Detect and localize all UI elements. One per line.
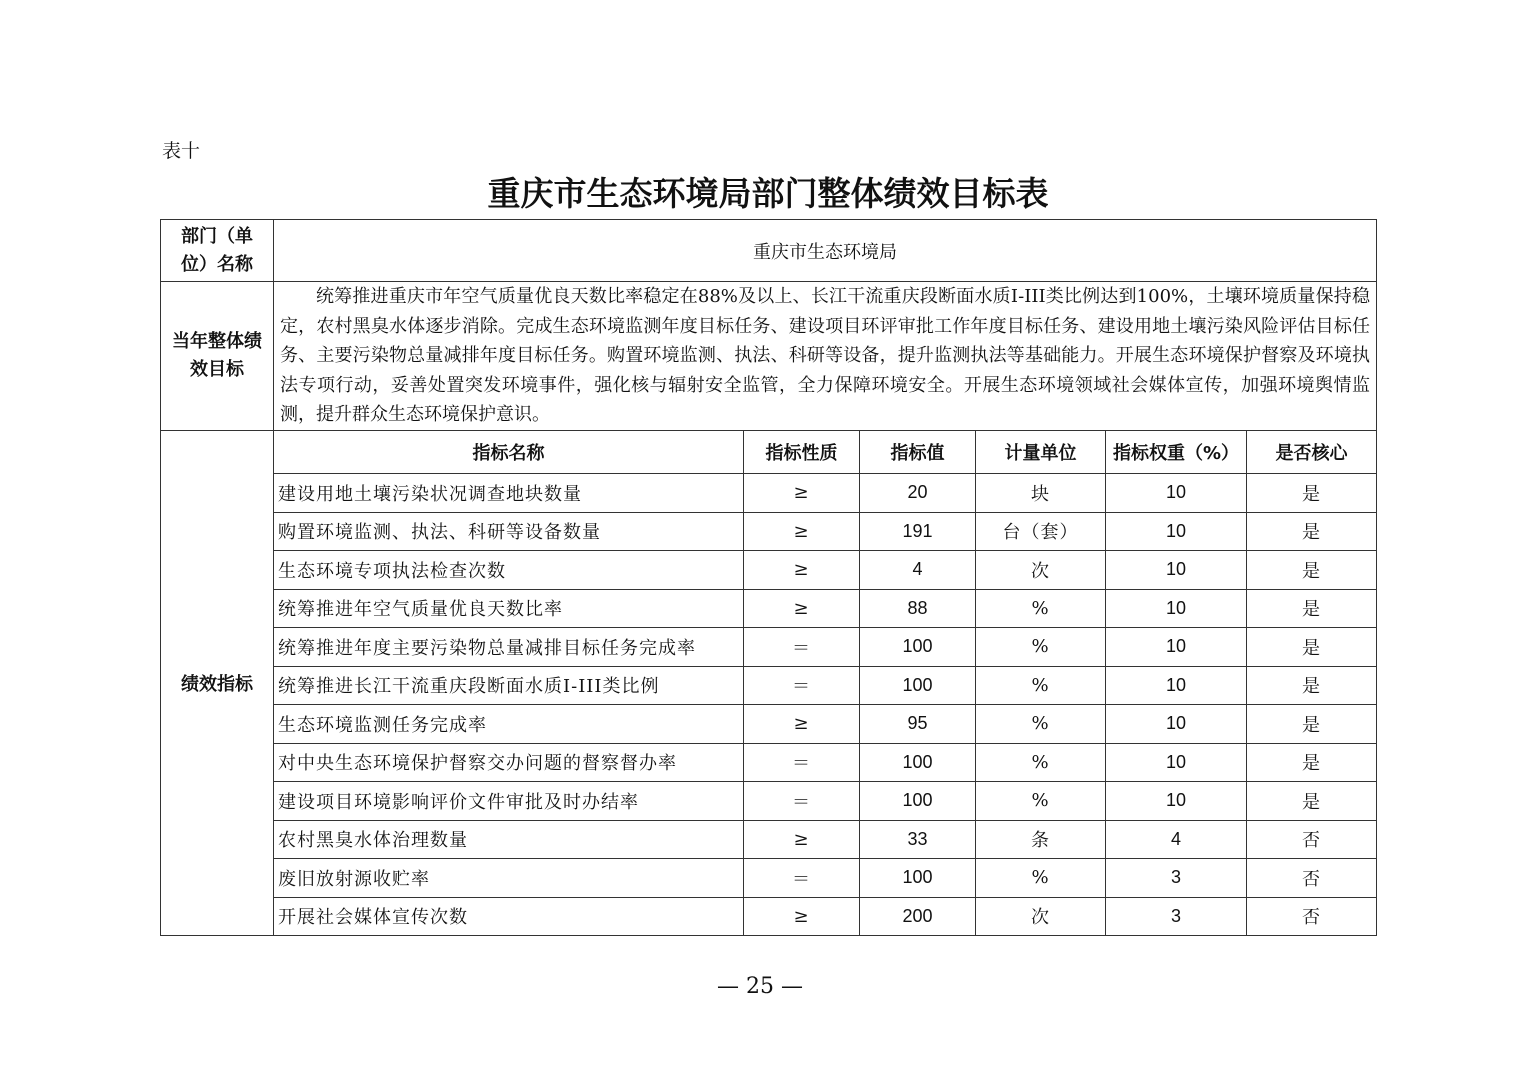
indicator-nature: ≥ xyxy=(744,474,860,513)
indicator-core: 是 xyxy=(1247,666,1377,705)
indicator-core: 是 xyxy=(1247,782,1377,821)
indicator-value: 100 xyxy=(860,666,976,705)
indicator-nature: ＝ xyxy=(744,628,860,667)
indicator-nature: ≥ xyxy=(744,512,860,551)
indicator-core: 是 xyxy=(1247,705,1377,744)
indicator-weight: 3 xyxy=(1106,897,1247,936)
indicator-core: 是 xyxy=(1247,551,1377,590)
indicator-row xyxy=(161,474,1377,513)
indicator-row xyxy=(161,705,1377,744)
indicator-name: 统筹推进年空气质量优良天数比率 xyxy=(274,589,744,628)
page-number: — 25 — xyxy=(717,974,803,999)
indicator-name: 生态环境监测任务完成率 xyxy=(274,705,744,744)
indicator-core: 否 xyxy=(1247,820,1377,859)
indicator-unit: % xyxy=(976,782,1106,821)
indicator-row xyxy=(161,551,1377,590)
indicator-weight: 10 xyxy=(1106,705,1247,744)
indicator-core: 是 xyxy=(1247,589,1377,628)
indicator-header-row xyxy=(161,431,1377,474)
indicator-weight: 3 xyxy=(1106,859,1247,898)
indicator-value: 100 xyxy=(860,859,976,898)
indicator-nature: ＝ xyxy=(744,859,860,898)
indicator-value: 88 xyxy=(860,589,976,628)
indicator-weight: 10 xyxy=(1106,743,1247,782)
dept-name-row xyxy=(161,220,1377,282)
indicator-unit: % xyxy=(976,859,1106,898)
indicator-weight: 10 xyxy=(1106,551,1247,590)
indicator-core: 是 xyxy=(1247,743,1377,782)
indicator-nature: ≥ xyxy=(744,705,860,744)
indicator-unit: 块 xyxy=(976,474,1106,513)
indicator-row xyxy=(161,820,1377,859)
indicator-name: 建设项目环境影响评价文件审批及时办结率 xyxy=(274,782,744,821)
indicator-value: 200 xyxy=(860,897,976,936)
indicator-value: 4 xyxy=(860,551,976,590)
indicator-nature: ≥ xyxy=(744,820,860,859)
indicator-weight: 10 xyxy=(1106,666,1247,705)
indicator-unit: 台（套） xyxy=(976,512,1106,551)
indicator-unit: % xyxy=(976,628,1106,667)
annual-goal-label: 当年整体绩 效目标 xyxy=(161,282,274,431)
indicator-row xyxy=(161,666,1377,705)
indicator-nature: ＝ xyxy=(744,782,860,821)
indicator-unit: % xyxy=(976,666,1106,705)
indicator-unit: % xyxy=(976,589,1106,628)
indicator-unit: 次 xyxy=(976,897,1106,936)
indicator-value: 100 xyxy=(860,782,976,821)
annual-goal-row xyxy=(161,282,1377,431)
col-header-name: 指标名称 xyxy=(274,431,744,474)
indicator-weight: 10 xyxy=(1106,589,1247,628)
indicator-row xyxy=(161,512,1377,551)
annual-goal-text: 统筹推进重庆市年空气质量优良天数比率稳定在88%及以上、长江干流重庆段断面水质Ⅰ-III类比例达到100%，土壤环境质量保持稳定，农村黑臭水体逐步消除。完成生态环境监测年度目标任务、建设项目环评审批工作年度目标任务、建设用地土壤污染风险评估目标任务、主要污染物总量减排年度目标任务。购置环境监测、执法、科研等设备，提升监测执法等基础能力。开展生态环境保护督察及环境执法专项行动，妥善处置突发环境事件，强化核与辐射安全监管，全力保障环境安全。开展生态环境领域社会媒体宣传，加强环境舆情监测，提升群众生态环境保护意识。 xyxy=(274,282,1377,431)
indicator-name: 开展社会媒体宣传次数 xyxy=(274,897,744,936)
indicator-nature: ≥ xyxy=(744,897,860,936)
indicator-weight: 10 xyxy=(1106,474,1247,513)
indicator-weight: 10 xyxy=(1106,782,1247,821)
indicator-name: 废旧放射源收贮率 xyxy=(274,859,744,898)
indicator-row xyxy=(161,589,1377,628)
indicator-core: 否 xyxy=(1247,897,1377,936)
indicator-name: 统筹推进长江干流重庆段断面水质Ⅰ-III类比例 xyxy=(274,666,744,705)
indicator-row xyxy=(161,743,1377,782)
indicator-unit: 条 xyxy=(976,820,1106,859)
indicator-row xyxy=(161,782,1377,821)
indicator-value: 95 xyxy=(860,705,976,744)
indicator-core: 是 xyxy=(1247,474,1377,513)
dept-name-value: 重庆市生态环境局 xyxy=(274,220,1377,282)
indicator-unit: % xyxy=(976,705,1106,744)
indicator-weight: 10 xyxy=(1106,512,1247,551)
indicator-unit: % xyxy=(976,743,1106,782)
indicator-name: 生态环境专项执法检查次数 xyxy=(274,551,744,590)
indicator-core: 否 xyxy=(1247,859,1377,898)
indicator-core: 是 xyxy=(1247,512,1377,551)
indicator-row xyxy=(161,897,1377,936)
indicator-nature: ＝ xyxy=(744,743,860,782)
indicator-weight: 4 xyxy=(1106,820,1247,859)
indicator-name: 购置环境监测、执法、科研等设备数量 xyxy=(274,512,744,551)
indicator-weight: 10 xyxy=(1106,628,1247,667)
col-header-weight: 指标权重（%） xyxy=(1106,431,1247,474)
indicator-row xyxy=(161,628,1377,667)
indicator-value: 191 xyxy=(860,512,976,551)
indicator-name: 统筹推进年度主要污染物总量减排目标任务完成率 xyxy=(274,628,744,667)
performance-target-table xyxy=(160,219,1377,936)
indicator-core: 是 xyxy=(1247,628,1377,667)
table-label: 表十 xyxy=(162,140,201,162)
indicator-name: 建设用地土壤污染状况调查地块数量 xyxy=(274,474,744,513)
col-header-value: 指标值 xyxy=(860,431,976,474)
indicator-nature: ≥ xyxy=(744,551,860,590)
indicators-label: 绩效指标 xyxy=(161,431,274,936)
indicator-row xyxy=(161,859,1377,898)
indicator-value: 100 xyxy=(860,743,976,782)
dept-name-label: 部门（单 位）名称 xyxy=(161,220,274,282)
indicator-value: 20 xyxy=(860,474,976,513)
indicator-unit: 次 xyxy=(976,551,1106,590)
indicator-nature: ≥ xyxy=(744,589,860,628)
indicator-nature: ＝ xyxy=(744,666,860,705)
indicator-value: 100 xyxy=(860,628,976,667)
col-header-nature: 指标性质 xyxy=(744,431,860,474)
indicator-value: 33 xyxy=(860,820,976,859)
col-header-core: 是否核心 xyxy=(1247,431,1377,474)
indicator-name: 农村黑臭水体治理数量 xyxy=(274,820,744,859)
col-header-unit: 计量单位 xyxy=(976,431,1106,474)
document-title: 重庆市生态环境局部门整体绩效目标表 xyxy=(487,174,1049,213)
indicator-name: 对中央生态环境保护督察交办问题的督察督办率 xyxy=(274,743,744,782)
